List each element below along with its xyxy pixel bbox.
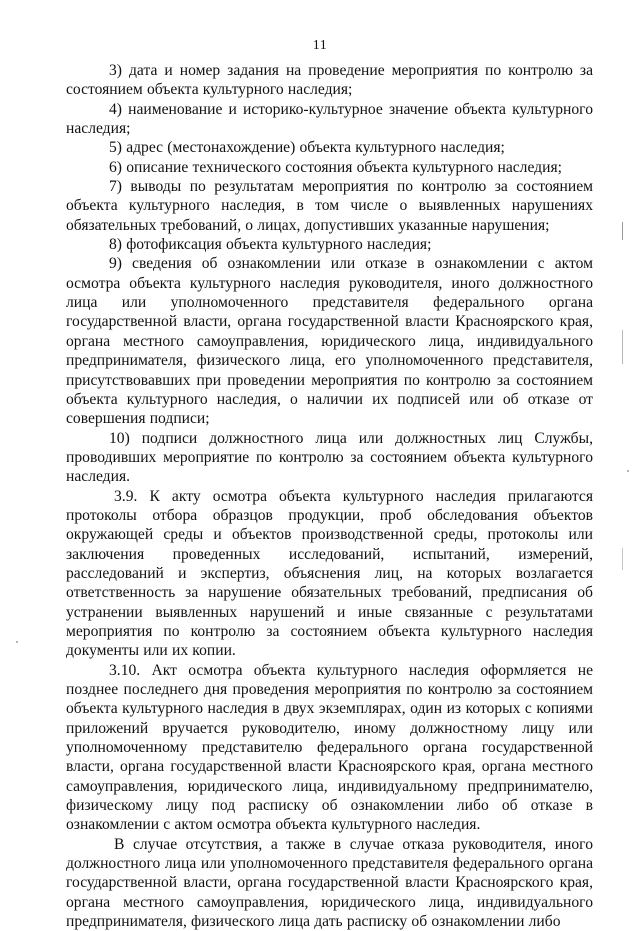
paragraph-item-4: 4) наименование и историко-культурное значение объекта культурного наследия; [66, 100, 593, 138]
scan-artifact-line [622, 330, 623, 364]
paragraph-clause-3-9: 3.9. К акту осмотра объекта культурного наследия прилагаются протоколы отбора образцов продукции, проб обследования объектов окружающей среды и объектов производственной среды, протоколы или заключения проведенных исследований, испытаний, измерений, расследований и экспертиз, объяснения лиц, на которых возлагается ответственность за нарушение обязательных требований, предписания об устранении выявленных нарушений и иные связанные с результатами мероприятия по контролю за состоянием объекта культурного наследия документы или их копии. [66, 487, 593, 660]
paragraph-item-8: 8) фотофиксация объекта культурного наследия; [109, 236, 432, 254]
paragraph-item-7: 7) выводы по результатам мероприятия по контролю за состоянием объекта культурного наследия, в том числе о выявленных нарушениях обязательных требований, о лицах, допустивших указанные нарушения; [66, 178, 593, 234]
scan-artifact-line [622, 548, 623, 570]
scan-artifact-dot [627, 470, 629, 472]
paragraph-item-5: 5) адрес (местонахождение) объекта культурного наследия; [109, 139, 505, 157]
scan-artifact-line [622, 222, 623, 240]
paragraph-item-9: 9) сведения об ознакомлении или отказе в ознакомлении с актом осмотра объекта культурного наследия руководителя, иного должностного лица или уполномоченного представителя федерального органа государственной власти, органа государственной власти Красноярского края, органа местного самоуправления, юридического лица, индивидуального предпринимателя, физического лица, его уполномоченного представителя, присутствовавших при проведении мероприятия по контролю за состоянием объекта культурного наследия, о наличии их подписей или об отказе от совершения подписи; [66, 255, 593, 428]
document-body [66, 61, 593, 931]
paragraph-item-6: 6) описание технического состояния объекта культурного наследия; [109, 158, 562, 176]
paragraph-item-10: 10) подписи должностного лица или должностных лиц Службы, проводивших мероприятие по контролю за состоянием объекта культурного наследия. [66, 429, 593, 486]
scan-artifact-dot [16, 641, 18, 643]
page-number: 11 [312, 38, 328, 53]
paragraph-clause-3-10: 3.10. Акт осмотра объекта культурного наследия оформляется не позднее последнего дня проведения мероприятия по контролю за состоянием объекта культурного наследия в двух экземплярах, один из которых с копиями приложений вручается руководителю, иному должностному лицу или уполномоченному представителю федерального органа государственной власти, органа государственной власти Красноярского края, органа местного самоуправления, юридического лица, индивидуальному предпринимателю, физическому лицу под расписку об ознакомлении либо об отказе в ознакомлении с актом осмотра объекта культурного наследия. [66, 661, 593, 834]
paragraph-item-3: 3) дата и номер задания на проведение мероприятия по контролю за состоянием объекта культурного наследия; [66, 62, 593, 99]
paragraph-refusal-case: В случае отсутствия, а также в случае отказа руководителя, иного должностного лица или уполномоченного представителя федерального органа государственной власти, органа государственной власти Красноярского края, органа местного самоуправления, юридического лица, индивидуального предпринимателя, физического лица дать расписку об ознакомлении либо [66, 835, 593, 931]
